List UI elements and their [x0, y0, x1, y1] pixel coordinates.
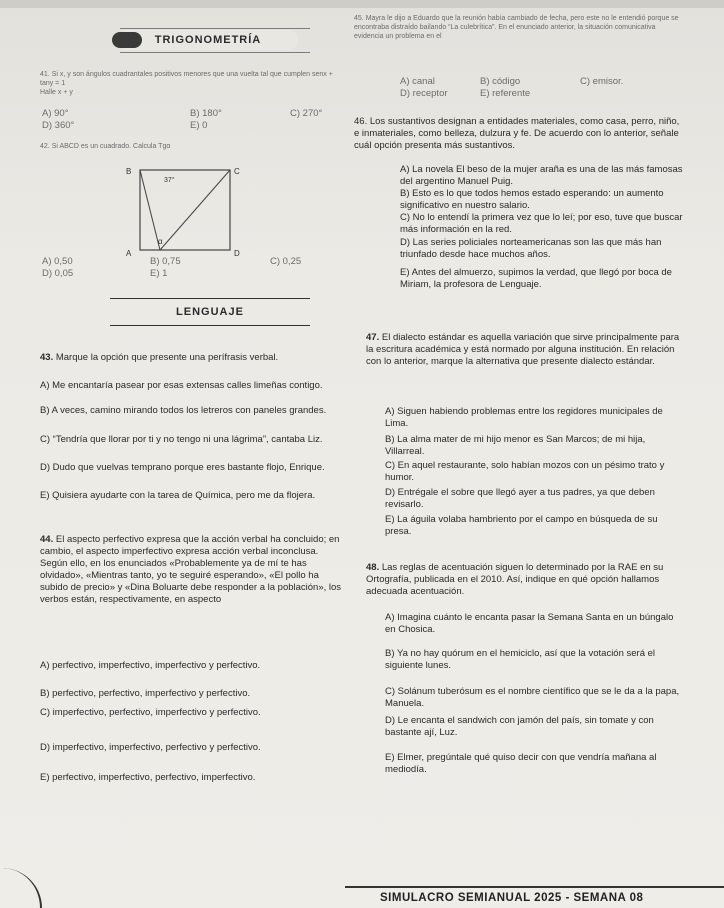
option-a[interactable]: A) 90° [42, 108, 69, 119]
section-header-lenguaje [110, 302, 310, 322]
question-43 [40, 352, 345, 364]
question-text: El dialecto estándar es aquella variación que sirve principalmente para la escritura académica y está normado por alguna institución. En relación con lo anterior, marque la alternativa que presente dialecto estándar. [366, 332, 680, 367]
label-angle: 37° [164, 177, 175, 184]
label-d: D [234, 249, 240, 258]
question-ask: Halle x + y [40, 89, 73, 96]
square-abcd [140, 170, 230, 250]
option-a[interactable]: A) perfectivo, imperfectivo, imperfectivo y perfectivo. [40, 660, 261, 671]
option-b[interactable]: B) Ya no hay quórum en el hemiciclo, así que la votación será el siguiente lunes. [385, 648, 656, 671]
question-48 [366, 562, 686, 598]
question-41 [40, 70, 340, 97]
option-c[interactable]: C) 0,25 [270, 256, 302, 267]
label-alpha: α [158, 237, 163, 246]
question-text: Si x, y son ángulos cuadrantales positivos menores que una vuelta tal que cumplen senx + tany = 1 [40, 71, 333, 87]
option-e[interactable]: E) 0 [190, 120, 208, 131]
label-a: A [126, 249, 132, 258]
option-d[interactable]: D) Las series policiales norteamericanas son las que más han triunfado desde hace muchos años. [400, 237, 662, 260]
option-b[interactable]: B) La alma mater de mi hijo menor es San Marcos; de mi hija, Villarreal. [385, 434, 646, 457]
section-title: TRIGONOMETRÍA [154, 34, 262, 46]
question-47 [366, 332, 686, 368]
section-title: LENGUAJE [176, 306, 244, 318]
divider [110, 298, 310, 299]
option-d[interactable]: D) Dudo que vuelvas temprano porque eres bastante flojo, Enrique. [40, 462, 325, 473]
divider [120, 28, 310, 29]
footer-line [345, 886, 724, 888]
option-a[interactable]: A) 0,50 [42, 256, 73, 267]
option-d[interactable]: D) 0,05 [42, 268, 74, 279]
question-45 [354, 14, 680, 41]
option-d[interactable]: D) receptor [400, 88, 448, 99]
label-b: B [126, 167, 132, 176]
question-text: Las reglas de acentuación siguen lo determinado por la RAE en su Ortografía, publicada en el 2010. Así, indique en qué opción hallamos adecuada acentuación. [366, 562, 664, 597]
question-text: Mayra le dijo a Eduardo que la reunión había cambiado de fecha, pero este no le entendió porque se encontraba distraído bailando “La culebrítica”. En el enunciado anterior, la situación comunicativa evidencia un problema en el [354, 15, 679, 40]
question-number: 42. [40, 143, 50, 150]
option-e[interactable]: E) referente [480, 88, 531, 99]
option-c[interactable]: C) En aquel restaurante, solo habían mozos con un pésimo trato y humor. [385, 460, 665, 483]
segment-b [140, 170, 160, 250]
question-number: 45. [354, 15, 364, 22]
section-header-trigonometria [118, 30, 298, 50]
question-text: Los sustantivos designan a entidades materiales, como casa, perro, niño, e inmateriales, como belleza, dulzura y fe. De acuerdo con lo anterior, señale cuál opción presenta más sustantivos. [354, 116, 680, 151]
question-number: 44. [40, 534, 54, 545]
option-c[interactable]: C) “Tendría que llorar por ti y no tengo ni una lágrima”, cantaba Liz. [40, 434, 323, 445]
question-number: 48. [366, 562, 380, 573]
top-band [0, 0, 724, 8]
option-a[interactable]: A) Me encantaría pasear por esas extensas calles limeñas contigo. [40, 380, 323, 391]
square-figure [120, 160, 240, 260]
question-number: 47. [366, 332, 380, 343]
question-text: El aspecto perfectivo expresa que la acción verbal ha concluido; en cambio, el aspecto imperfectivo expresa acción verbal inconclusa. Según ello, en los enunciados «Probablemente ya de mí te has olvidado», «Mientras tanto, yo te seguiré esperando», «El pollo ha subido de precio» y «Dina Boluarte debe responder a la población», los verbos están, respectivamente, en aspecto [40, 534, 342, 605]
option-e[interactable]: E) Quisiera ayudarte con la tarea de Química, pero me da flojera. [40, 490, 316, 501]
section-pill-icon [112, 32, 142, 48]
question-number: 46. [354, 116, 368, 127]
question-46 [354, 116, 684, 152]
option-a[interactable]: A) Imagina cuánto le encanta pasar la Semana Santa en un búngalo en Chosica. [385, 612, 674, 635]
divider [120, 52, 310, 53]
option-b[interactable]: B) A veces, camino mirando todos los letreros con paneles grandes. [40, 405, 327, 416]
option-d[interactable]: D) Entrégale el sobre que llegó ayer a tus padres, ya que deben revisarlo. [385, 487, 655, 510]
option-c[interactable]: C) imperfectivo, perfectivo, imperfectivo y perfectivo. [40, 707, 261, 718]
option-a[interactable]: A) canal [400, 76, 435, 87]
option-d[interactable]: D) Le encanta el sandwich con jamón del país, sin tomate y con bastante ají, Luz. [385, 715, 654, 738]
question-text: Si ABCD es un cuadrado. Calcula Tgα [51, 143, 171, 150]
option-c[interactable]: C) No lo entendí la primera vez que lo leí; por eso, tuve que buscar más información en la red. [400, 212, 683, 235]
option-b[interactable]: B) 0,75 [150, 256, 181, 267]
option-b[interactable]: B) código [480, 76, 521, 87]
option-a[interactable]: A) Siguen habiendo problemas entre los regidores municipales de Lima. [385, 406, 663, 429]
footer-title: SIMULACRO SEMIANUAL 2025 - SEMANA 08 [380, 892, 644, 904]
option-d[interactable]: D) imperfectivo, imperfectivo, perfectivo y perfectivo. [40, 742, 261, 753]
option-b[interactable]: B) 180° [190, 108, 222, 119]
option-a[interactable]: A) La novela El beso de la mujer araña es una de las más famosas del argentino Manuel Puig. [400, 164, 683, 187]
question-44 [40, 534, 345, 606]
option-b[interactable]: B) perfectivo, perfectivo, imperfectivo y perfectivo. [40, 688, 251, 699]
question-text: Marque la opción que presente una perífrasis verbal. [55, 352, 279, 363]
divider [110, 325, 310, 326]
option-b[interactable]: B) Esto es lo que todos hemos estado esperando: un aumento significativo en nuestro salario. [400, 188, 664, 211]
corner-arc [0, 868, 42, 908]
question-number: 41. [40, 71, 50, 78]
label-c: C [234, 167, 240, 176]
option-d[interactable]: D) 360° [42, 120, 75, 131]
option-e[interactable]: E) Antes del almuerzo, supimos la verdad, que llegó por boca de Miriam, la profesora de Lenguaje. [400, 267, 672, 290]
option-e[interactable]: E) perfectivo, imperfectivo, perfectivo, imperfectivo. [40, 772, 256, 783]
question-42 [40, 142, 340, 151]
option-e[interactable]: E) Elmer, pregúntale qué quiso decir con que vendría mañana al mediodía. [385, 752, 657, 775]
option-e[interactable]: E) La águila volaba hambriento por el campo en búsqueda de su presa. [385, 514, 658, 537]
option-c[interactable]: C) Solánum tuberósum es el nombre científico que se le da a la papa, Manuela. [385, 686, 680, 709]
option-c[interactable]: C) 270° [290, 108, 323, 119]
option-c[interactable]: C) emisor. [580, 76, 624, 87]
option-e[interactable]: E) 1 [150, 268, 168, 279]
question-number: 43. [40, 352, 54, 363]
